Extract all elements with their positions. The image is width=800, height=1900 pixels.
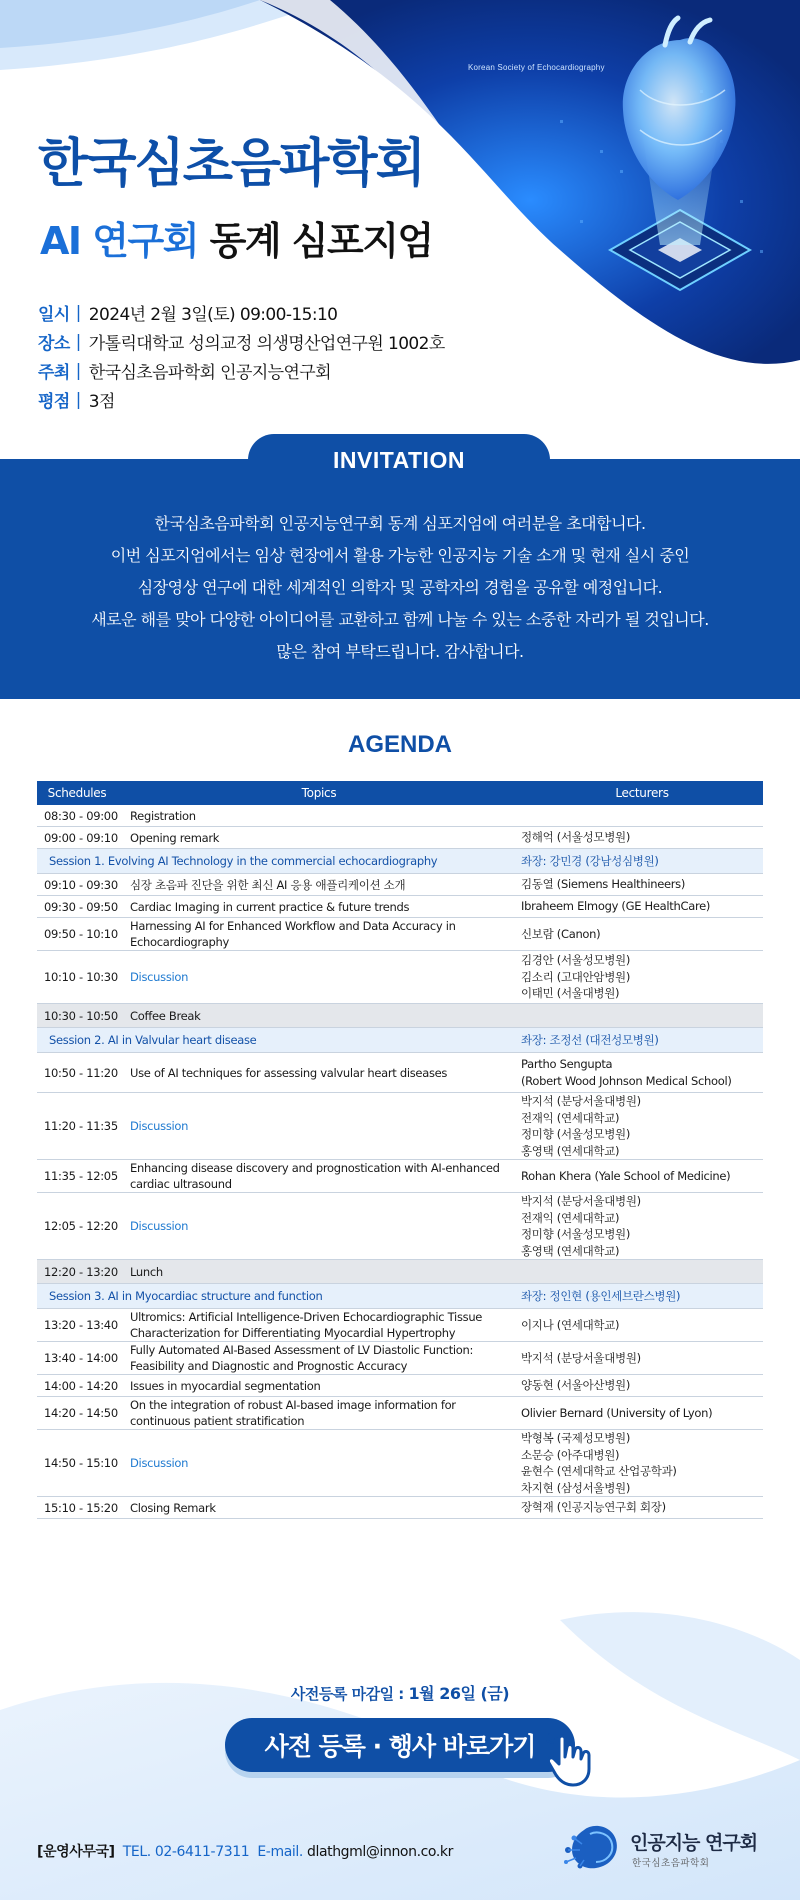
topic-cell: Discussion: [130, 1219, 189, 1233]
schedule-time: 12:05 - 12:20: [44, 1219, 118, 1233]
schedule-time: 09:10 - 09:30: [44, 877, 118, 892]
lecturer-cell: [521, 1093, 763, 1159]
lecturer-name: 박형복 (국제성모병원): [521, 1431, 631, 1445]
lecturer-cell: [521, 1499, 763, 1516]
invitation-title: INVITATION: [333, 447, 465, 473]
lecturer-name: 양동현 (서울아산병원): [521, 1378, 631, 1393]
topic-cell: Discussion: [130, 1119, 189, 1133]
logo-subtitle: 한국심초음파학회: [632, 1858, 710, 1869]
chair-name: 조정선 (대전성모병원): [546, 1032, 659, 1047]
topic-cell: 심장 초음파 진단을 위한 최신 AI 응용 애플리케이션 소개: [130, 877, 406, 892]
lecturer-name: 김동열 (Siemens Healthineers): [521, 877, 686, 892]
page-title: 한국심초음파학회: [38, 134, 424, 194]
lecturer-name: 이지나 (연세대학교): [521, 1317, 620, 1332]
schedule-time: 09:30 - 09:50: [44, 899, 118, 914]
session-title: Session 1. Evolving AI Technology in the commercial echocardiography: [49, 854, 438, 868]
session-title: Session 3. AI in Myocardiac structure and function: [49, 1289, 323, 1303]
info-value: 2024년 2월 3일(토) 09:00-15:10: [88, 305, 338, 325]
agenda-row: [37, 1053, 763, 1093]
lecturer-name: 전재익 (연세대학교): [521, 1110, 620, 1125]
schedule-time: 12:20 - 13:20: [44, 1264, 118, 1279]
agenda-row: [37, 874, 763, 896]
chair-name: 강민경 (강남성심병원): [546, 853, 659, 868]
info-value: 가톨릭대학교 성의교정 의생명산업연구원 1002호: [88, 334, 445, 354]
lecturer-cell: [521, 1168, 763, 1185]
logo-name: 인공지능 연구회: [630, 1832, 758, 1854]
email-value[interactable]: dlathgml@innon.co.kr: [306, 1844, 453, 1860]
invitation-line: 심장영상 연구에 대한 세계적인 의학자 및 공학자의 경험을 공유할 예정입니다.: [137, 578, 663, 597]
info-key: 평점: [38, 392, 70, 412]
topic-cell: Registration: [130, 808, 196, 823]
lecturer-name: 김소리 (고대안암병원): [521, 969, 631, 984]
topic-cell: Closing Remark: [130, 1500, 216, 1515]
schedule-time: 10:30 - 10:50: [44, 1008, 118, 1023]
office-label: [운영사무국]: [37, 1844, 115, 1860]
topic-cell: Fully Automated AI-Based Assessment of LV Diastolic Function: Feasibility and Diagnostic and Prognostic Accuracy: [130, 1343, 474, 1373]
agenda-row: [37, 1497, 763, 1519]
lecturer-name: Ibraheem Elmogy (GE HealthCare): [521, 899, 711, 914]
agenda-body: [37, 805, 763, 1519]
agenda-row: [37, 1160, 763, 1193]
lecturer-name: 홍영택 (연세대학교): [521, 1143, 620, 1158]
lecturer-name: 김경안 (서울성모병원): [521, 953, 631, 968]
agenda-row: [37, 918, 763, 951]
info-row: [38, 327, 445, 356]
break-row: [37, 1004, 763, 1028]
subtitle-highlight: AI 연구회: [40, 219, 198, 263]
lecturer-name: 박지석 (분당서울대병원): [521, 1194, 641, 1208]
header-schedules: Schedules: [47, 786, 107, 800]
topic-cell: Discussion: [130, 970, 189, 984]
lecturer-name: 홍영택 (연세대학교): [521, 1243, 620, 1258]
chair-label: 좌장:: [521, 853, 547, 868]
chair-label: 좌장:: [521, 1032, 547, 1047]
invitation-line: 이번 심포지엄에서는 임상 현장에서 활용 가능한 인공지능 기술 소개 및 현재 실시 중인: [110, 546, 690, 565]
hand-cursor-icon: [545, 1733, 593, 1789]
invitation-line: 한국심초음파학회 인공지능연구회 동계 심포지엄에 여러분을 초대합니다.: [154, 514, 646, 533]
info-value: 3점: [88, 392, 115, 412]
schedule-time: 09:00 - 09:10: [44, 830, 118, 845]
lecturer-name: 소문승 (아주대병원): [521, 1447, 620, 1462]
schedule-time: 15:10 - 15:20: [44, 1500, 118, 1515]
topic-cell: On the integration of robust AI-based image information for continuous patient stratification: [130, 1398, 456, 1428]
chair-name: 정인현 (용인세브란스병원): [546, 1288, 681, 1303]
schedule-time: 14:50 - 15:10: [44, 1456, 118, 1470]
info-separator: |: [75, 360, 81, 381]
schedule-time: 14:00 - 14:20: [44, 1378, 118, 1393]
agenda-row: [37, 1375, 763, 1397]
agenda-row: [37, 805, 763, 827]
schedule-time: 14:20 - 14:50: [44, 1406, 118, 1420]
session-chair: [521, 1032, 763, 1049]
lecturer-name: 윤현수 (연세대학교 산업공학과): [521, 1464, 677, 1478]
registration-deadline: [0, 1681, 800, 1704]
topic-cell: Enhancing disease discovery and prognostication with AI-enhanced cardiac ultrasound: [130, 1161, 500, 1191]
lecturer-cell: [521, 952, 763, 1002]
discussion-row: [37, 1430, 763, 1497]
break-label: Coffee Break: [130, 1008, 201, 1023]
office-contact: [37, 1841, 453, 1861]
info-separator: |: [75, 389, 81, 410]
lecturer-cell: [521, 876, 763, 893]
agenda-header-row: [37, 781, 763, 805]
lecturer-name: 정해억 (서울성모병원): [521, 830, 631, 845]
ai-brain-logo-icon: [560, 1820, 624, 1876]
society-tagline: Korean Society of Echocardiography: [468, 63, 605, 72]
lecturer-name: (Robert Wood Johnson Medical School): [521, 1073, 732, 1088]
deadline-label: 사전등록 마감일 :: [290, 1685, 409, 1703]
info-key: 일시: [38, 305, 70, 325]
topic-cell: Discussion: [130, 1456, 189, 1470]
hero-section: [0, 0, 800, 430]
topic-cell: Ultromics: Artificial Intelligence-Driven Echocardiographic Tissue Characterization for Differentiating Myocardial Hypertrophy: [130, 1310, 483, 1340]
lecturer-cell: [521, 1317, 763, 1334]
lecturer-name: Olivier Bernard (University of Lyon): [521, 1405, 713, 1420]
lecturer-name: 장혁재 (인공지능연구회 회장): [521, 1500, 666, 1515]
session-row: [37, 1028, 763, 1053]
page-subtitle: [40, 219, 433, 263]
schedule-time: 09:50 - 10:10: [44, 927, 118, 941]
info-value: 한국심초음파학회 인공지능연구회: [88, 363, 331, 383]
info-separator: |: [75, 331, 81, 352]
agenda-table: [37, 781, 763, 1519]
lecturer-name: 정미향 (서울성모병원): [521, 1227, 631, 1241]
break-label: Lunch: [130, 1264, 163, 1279]
session-chair: [521, 1288, 763, 1305]
info-row: [38, 298, 445, 327]
topic-cell: Cardiac Imaging in current practice & future trends: [130, 899, 410, 914]
lecturer-cell: [521, 829, 763, 846]
lecturer-cell: [521, 1377, 763, 1394]
session-title: Session 2. AI in Valvular heart disease: [49, 1033, 257, 1047]
invitation-line: 많은 참여 부탁드립니다. 감사합니다.: [276, 642, 524, 661]
tel-label: TEL.: [122, 1844, 151, 1860]
agenda-row: [37, 827, 763, 849]
info-row: [38, 385, 445, 414]
discussion-row: [37, 951, 763, 1004]
schedule-time: 13:40 - 14:00: [44, 1351, 118, 1365]
lecturer-name: Partho Sengupta: [521, 1057, 613, 1071]
lecturer-name: 전재익 (연세대학교): [521, 1210, 620, 1225]
info-row: [38, 356, 445, 385]
lecturer-cell: [521, 1405, 763, 1422]
ai-group-logo: [560, 1820, 770, 1876]
schedule-time: 10:10 - 10:30: [44, 970, 118, 984]
lecturer-cell: [521, 926, 763, 943]
topic-cell: Opening remark: [130, 830, 220, 845]
header-lecturers: Lecturers: [615, 786, 669, 800]
agenda-row: [37, 1397, 763, 1430]
topic-cell: Issues in myocardial segmentation: [130, 1378, 321, 1393]
agenda-row: [37, 896, 763, 918]
agenda-title: AGENDA: [347, 731, 452, 758]
break-row: [37, 1260, 763, 1284]
info-key: 주최: [38, 363, 70, 383]
schedule-time: 08:30 - 09:00: [44, 808, 118, 823]
lecturer-name: 차지현 (삼성서울병원): [521, 1480, 631, 1495]
schedule-time: 10:50 - 11:20: [44, 1065, 118, 1080]
info-separator: |: [75, 302, 81, 323]
lecturer-cell: [521, 1193, 763, 1259]
lecturer-cell: [521, 1430, 763, 1496]
invitation-text: [0, 508, 800, 668]
lecturer-name: 박지석 (분당서울대병원): [521, 1094, 641, 1108]
session-chair: [521, 853, 763, 870]
lecturer-cell: [521, 1056, 763, 1089]
lecturer-name: Rohan Khera (Yale School of Medicine): [521, 1168, 731, 1183]
schedule-time: 13:20 - 13:40: [44, 1318, 118, 1332]
lecturer-cell: [521, 898, 763, 915]
discussion-row: [37, 1193, 763, 1260]
email-label: E-mail.: [257, 1844, 303, 1860]
discussion-row: [37, 1093, 763, 1160]
schedule-time: 11:35 - 12:05: [44, 1169, 118, 1183]
lecturer-cell: [521, 1350, 763, 1367]
topic-cell: Use of AI techniques for assessing valvular heart diseases: [130, 1065, 448, 1080]
lecturer-name: 이태민 (서울대병원): [521, 986, 620, 1001]
agenda-row: [37, 1309, 763, 1342]
subtitle-rest: 동계 심포지엄: [197, 219, 433, 263]
agenda-row: [37, 1342, 763, 1375]
event-info: [38, 298, 445, 414]
session-row: [37, 849, 763, 874]
lecturer-name: 박지석 (분당서울대병원): [521, 1350, 641, 1365]
topic-cell: Harnessing AI for Enhanced Workflow and Data Accuracy in Echocardiography: [130, 919, 456, 949]
lecturer-name: 신보람 (Canon): [521, 926, 601, 941]
deadline-date: 1월 26일 (금): [408, 1684, 510, 1703]
session-row: [37, 1284, 763, 1309]
invitation-line: 새로운 해를 맞아 다양한 아이디어를 교환하고 함께 나눌 수 있는 소중한 자리가 될 것입니다.: [91, 610, 709, 629]
register-button[interactable]: 사전 등록 · 행사 바로가기: [225, 1718, 575, 1772]
header-topics: Topics: [301, 786, 337, 800]
schedule-time: 11:20 - 11:35: [44, 1119, 118, 1133]
tel-value[interactable]: 02-6411-7311: [154, 1844, 250, 1860]
chair-label: 좌장:: [521, 1288, 547, 1303]
info-key: 장소: [38, 334, 70, 354]
lecturer-name: 정미향 (서울성모병원): [521, 1127, 631, 1141]
